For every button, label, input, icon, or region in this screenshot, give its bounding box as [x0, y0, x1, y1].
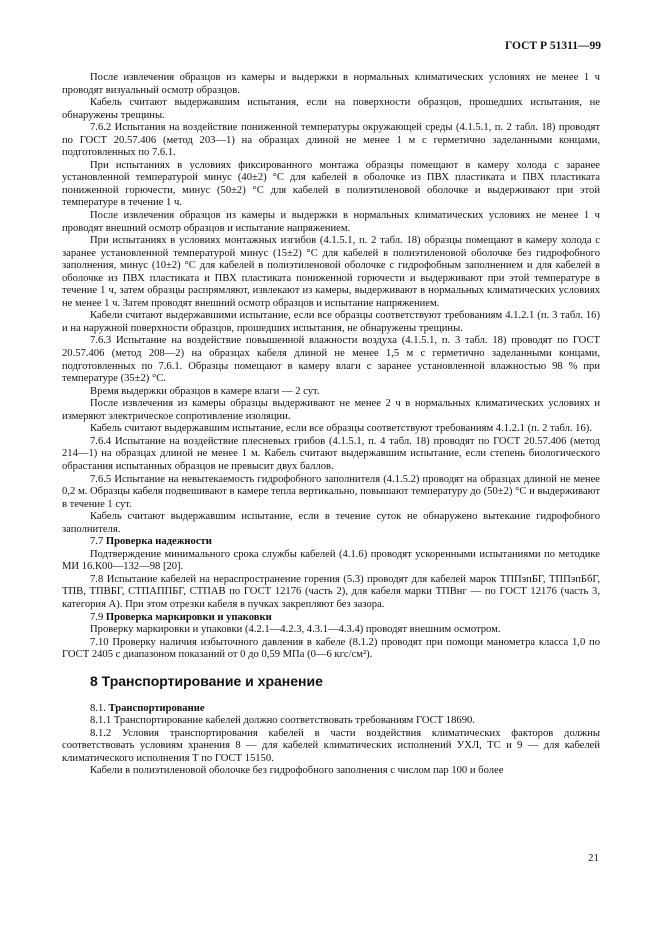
paragraph: Кабель считают выдержавшим испытание, если все образцы соответствуют требованиям 4.1.2.1 (п. 2 табл. 16). — [90, 423, 592, 435]
subsection-heading-8-1 — [62, 703, 600, 716]
paragraph: При испытаниях в условиях монтажных изгибов (4.1.5.1, п. 2 табл. 18) образцы помещают в камеру холода с заранее установленной температурой минус (15±2) °С для кабелей в полиэтиленовой оболочке без гидрофобного заполнения, минус (10±2) °С для кабелей в полиэтиленовой оболочке с гидрофобным заполнением и для кабелей в оболочке из ПВХ пластиката и ПВХ пластиката пониженной горючести и выдерживают при этой температуре в течение 1 ч, затем образцы распрямляют, извлекают из камеры, выдерживают в нормальных климатических условиях не менее 1 ч. Затем проводят внешний осмотр образцов и испытание напряжением. — [62, 235, 600, 309]
subsection-number: 7.9 — [90, 611, 104, 623]
subsection-heading-7-7 — [62, 536, 600, 549]
paragraph: 7.6.5 Испытание на невытекаемость гидрофобного заполнителя (4.1.5.2) проводят на образцах длиной не менее 0,2 м. Образцы кабеля подвешивают в камере тепла вертикально, повышают температуру до (50±2) °С и выдерживают в течение 1 сут. — [62, 473, 600, 510]
paragraph: Кабель считают выдержавшим испытание, если в течение суток не обнаружено вытекание гидрофобного заполнителя. — [62, 511, 600, 535]
paragraph: Время выдержки образцов в камере влаги — 2 сут. — [90, 385, 320, 397]
document-body — [62, 72, 600, 778]
paragraph: Кабели в полиэтиленовой оболочке без гидрофобного заполнения с числом пар 100 и более — [90, 765, 504, 777]
subsection-heading-7-9 — [62, 612, 600, 625]
paragraph: Подтверждение минимального срока службы кабелей (4.1.6) проводят ускоренными испытаниями по методике МИ 16.К00—132—98 [20]. — [62, 548, 600, 573]
subsection-number: 7.7 — [90, 536, 104, 548]
paragraph: 8.1.2 Условия транспортирования кабелей в части воздействия климатических факторов должны соответствовать условиям хранения 8 — для кабелей климатических исполнений УХЛ, ТС и 9 — для кабелей климатического исполнения Т по ГОСТ 15150. — [62, 727, 600, 764]
paragraph: Проверку маркировки и упаковки (4.2.1—4.2.3, 4.3.1—4.3.4) проводят внешним осмотром. — [90, 624, 501, 636]
subsection-title: Проверка надежности — [105, 536, 212, 548]
paragraph: 7.6.4 Испытание на воздействие плесневых грибов (4.1.5.1, п. 4 табл. 18) проводят по ГОСТ 20.57.406 (метод 214—1) на образцах длиной не менее 1 м. Кабель считают выдержавшим испытание, если степень биологического обрастания испытанных образцов не превысит двух баллов. — [62, 435, 600, 472]
paragraph: 8.1.1 Транспортирование кабелей должно соответствовать требованиям ГОСТ 18690. — [90, 715, 475, 727]
page-header: ГОСТ Р 51311—99 — [505, 40, 601, 52]
paragraph: 7.8 Испытание кабелей на нераспространение горения (5.3) проводят для кабелей марок ТППэпБГ, ТППэпБбГ, ТПВ, ТПВБГ, СТПАППБГ, СТПАВ по ГОСТ 12176 (часть 2), для кабеля марки ТПВнг — по ГОСТ 12176 (часть 3, категория А). При этом отрезки кабеля в пучках закрепляют без зазора. — [62, 573, 600, 610]
subsection-number: 8.1. — [90, 702, 106, 714]
paragraph: 7.6.3 Испытание на воздействие повышенной влажности воздуха (4.1.5.1, п. 3 табл. 18) проводят по ГОСТ 20.57.406 (метод 208—2) на образцах кабеля длиной не менее 1,5 м с герметично заделанными концами, подготовленных по 7.6.1. Образцы помещают в камеру влаги с заранее установленной влажностью 98 % при температуре (35±2) °С. — [62, 335, 600, 385]
section-heading-8: 8 Транспортирование и хранение — [90, 672, 323, 689]
paragraph: При испытаниях в условиях фиксированного монтажа образцы помещают в камеру холода с заранее установленной температурой минус (40±2) °С для кабелей в оболочке из ПВХ пластиката и ПВХ пластиката пониженной горючести, минус (50±2) °С для кабелей в полиэтиленовой оболочке и выдерживают при этой температуре в течение 1 ч. — [62, 159, 600, 209]
paragraph: После извлечения образцов из камеры и выдержки в нормальных климатических условиях не менее 1 ч проводят внешний осмотр образцов и испытание напряжением. — [62, 210, 600, 234]
subsection-title: Проверка маркировки и упаковки — [105, 611, 272, 623]
paragraph: 7.6.2 Испытания на воздействие пониженной температуры окружающей среды (4.1.5.1, п. 2 табл. 18) проводят по ГОСТ 20.57.406 (метод 203—1) на образцах длиной не менее 1 м с герметично заделанными концами, подготовленных по 7.6.1. — [62, 122, 600, 159]
paragraph: Кабели считают выдержавшими испытание, если все образцы соответствуют требованиям 4.1.2.1 (п. 3 табл. 16) и на наружной поверхности образцов, прошедших испытания, не обнаружены трещины. — [62, 310, 600, 334]
paragraph: Кабель считают выдержавшим испытания, если на поверхности образцов, прошедших испытания, не обнаружены трещины. — [62, 97, 600, 121]
paragraph: После извлечения из камеры образцы выдерживают не менее 2 ч в нормальных климатических условиях и измеряют электрическое сопротивление изоляции. — [62, 398, 600, 422]
paragraph: После извлечения образцов из камеры и выдержки в нормальных климатических условиях не менее 1 ч проводят визуальный осмотр образцов. — [62, 72, 600, 96]
paragraph: 7.10 Проверку наличия избыточного давления в кабеле (8.1.2) проводят при помощи манометра класса 1,0 по ГОСТ 2405 с диапазоном показаний от 0 до 0,59 МПа (0—6 кгс/см²). — [62, 636, 600, 661]
page-number: 21 — [588, 852, 599, 864]
subsection-title: Транспортирование — [108, 702, 205, 714]
